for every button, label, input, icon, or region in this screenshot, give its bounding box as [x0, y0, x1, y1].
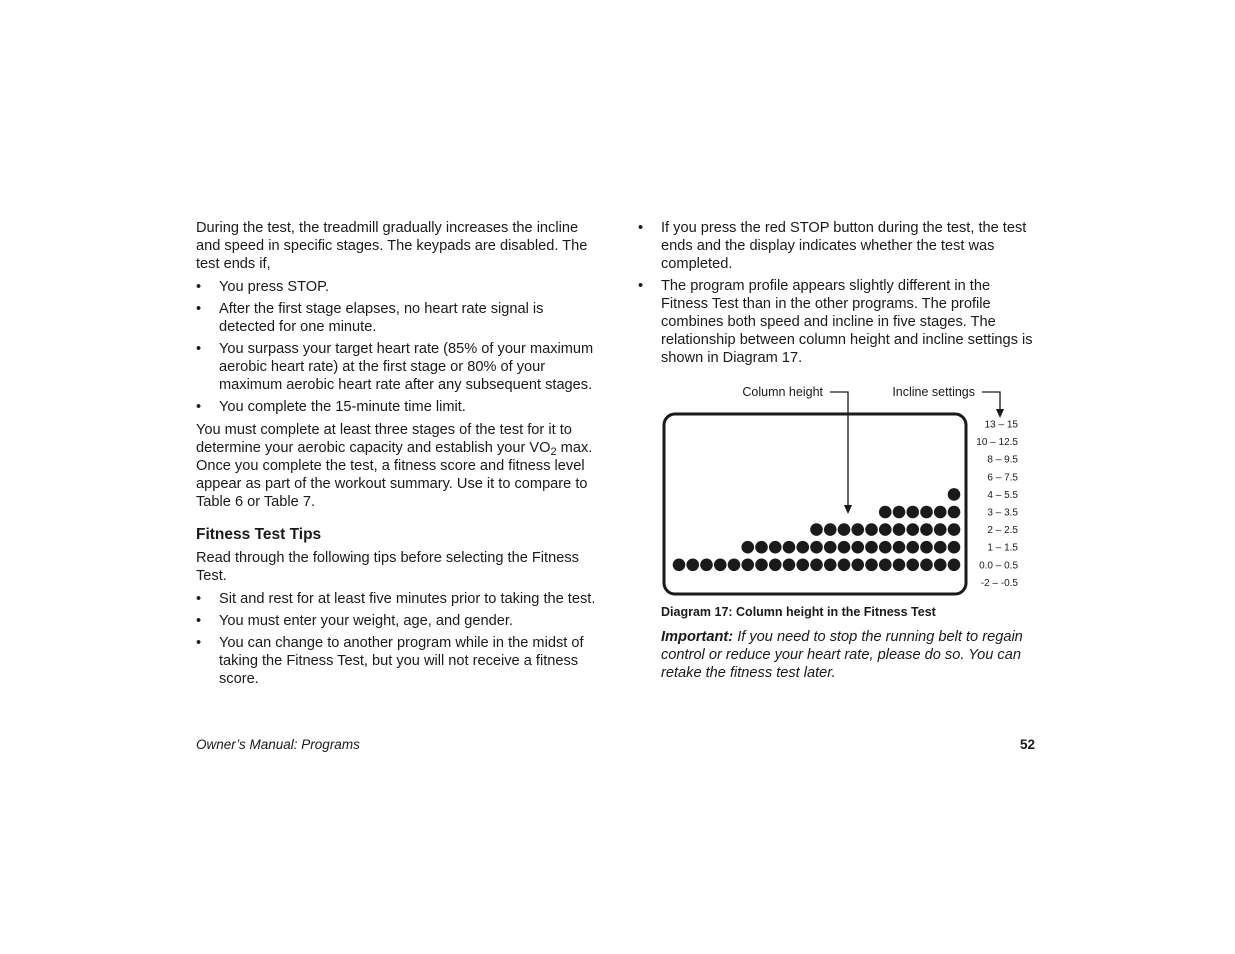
important-note	[661, 628, 1041, 682]
profile-dot	[851, 559, 864, 572]
profile-dot	[741, 541, 754, 554]
end-conditions-list	[196, 278, 601, 416]
tips-intro: Read through the following tips before selecting the Fitness Test.	[196, 550, 579, 584]
profile-dot	[700, 559, 713, 572]
profile-dot	[810, 541, 823, 554]
profile-dot	[893, 541, 906, 554]
profile-dot	[948, 541, 961, 554]
profile-dot	[728, 559, 741, 572]
profile-dot	[879, 506, 892, 519]
profile-dot	[934, 506, 947, 519]
profile-dot	[810, 523, 823, 536]
profile-dot	[948, 506, 961, 519]
list-item: • The program profile appears slightly different in the Fitness Test than in the other programs. The profile combines both speed and incline in five stages. The relationship between column height and incline settings is shown in Diagram 17.	[638, 277, 1038, 367]
diagram-17	[660, 380, 1040, 605]
profile-dot	[838, 541, 851, 554]
profile-dot	[948, 559, 961, 572]
incline-level-labels	[976, 420, 1018, 589]
incline-level-label: 6 – 7.5	[987, 472, 1018, 484]
list-item: • You can change to another program while in the midst of taking the Fitness Test, but you will not receive a fitness score.	[196, 634, 601, 688]
incline-settings-arrowhead	[996, 409, 1004, 418]
profile-dot	[810, 559, 823, 572]
profile-dot	[824, 523, 837, 536]
list-item: • After the first stage elapses, no heart rate signal is detected for one minute.	[196, 300, 601, 336]
profile-dot	[769, 559, 782, 572]
column-height-label: Column height	[742, 385, 823, 399]
profile-dot	[920, 559, 933, 572]
profile-dot	[920, 506, 933, 519]
vo2-subscript: 2	[550, 446, 557, 458]
profile-dot	[906, 559, 919, 572]
incline-level-label: 10 – 12.5	[976, 437, 1018, 449]
column-height-arrowhead	[844, 505, 852, 514]
profile-dot	[741, 559, 754, 572]
profile-dot	[948, 488, 961, 501]
left-column	[196, 219, 601, 693]
profile-dot	[769, 541, 782, 554]
profile-dot	[824, 559, 837, 572]
footer-title: Owner’s Manual: Programs	[196, 737, 360, 752]
profile-dot	[906, 506, 919, 519]
profile-dot	[851, 541, 864, 554]
right-bullets	[638, 219, 1038, 367]
vo2-text-start: You must complete at least three stages of the test for it to determine your aerobic capacity and establish your VO	[196, 422, 572, 456]
list-item: • If you press the red STOP button during the test, the test ends and the display indicates whether the test was completed.	[638, 219, 1038, 273]
profile-dot	[838, 523, 851, 536]
incline-level-label: -2 – -0.5	[980, 577, 1018, 589]
intro-paragraph: During the test, the treadmill gradually increases the incline and speed in specific stages. The keypads are disabled. The test ends if,	[196, 220, 588, 272]
profile-dot	[879, 559, 892, 572]
profile-dot	[920, 523, 933, 536]
list-item: • You press STOP.	[196, 278, 601, 296]
list-item: • Sit and rest for at least five minutes prior to taking the test.	[196, 590, 601, 608]
incline-level-label: 1 – 1.5	[987, 542, 1018, 554]
profile-dots	[673, 488, 961, 571]
profile-dot	[893, 559, 906, 572]
profile-dot	[879, 523, 892, 536]
profile-dot	[934, 559, 947, 572]
profile-dot	[673, 559, 686, 572]
profile-dot	[796, 541, 809, 554]
tips-heading: Fitness Test Tips	[196, 526, 322, 543]
incline-level-label: 8 – 9.5	[987, 454, 1018, 466]
important-text: If you need to stop the running belt to regain control or reduce your heart rate, please do so. You can retake the fitness test later.	[661, 629, 1023, 681]
profile-dot	[906, 523, 919, 536]
tips-list	[196, 590, 601, 688]
vo2-paragraph	[196, 421, 601, 511]
incline-level-label: 0.0 – 0.5	[979, 560, 1018, 572]
profile-dot	[920, 541, 933, 554]
profile-dot	[893, 506, 906, 519]
profile-dot	[893, 523, 906, 536]
profile-dot	[865, 559, 878, 572]
profile-dot	[686, 559, 699, 572]
diagram-svg	[660, 380, 1040, 605]
profile-dot	[948, 523, 961, 536]
vo2-text-end: max. Once you complete the test, a fitness score and fitness level appear as part of the workout summary. Use it to compare to Table 6 or Table 7.	[196, 440, 593, 510]
profile-dot	[934, 541, 947, 554]
incline-level-label: 13 – 15	[984, 419, 1018, 431]
list-item: • You complete the 15-minute time limit.	[196, 398, 601, 416]
incline-settings-label: Incline settings	[892, 385, 975, 399]
profile-dot	[838, 559, 851, 572]
incline-level-label: 2 – 2.5	[987, 525, 1018, 537]
profile-dot	[714, 559, 727, 572]
profile-dot	[879, 541, 892, 554]
column-height-arrow	[830, 392, 848, 506]
right-column	[638, 219, 1038, 372]
profile-dot	[906, 541, 919, 554]
list-item: • You surpass your target heart rate (85% of your maximum aerobic heart rate) at the first stage or 80% of your maximum aerobic heart rate after any subsequent stages.	[196, 340, 601, 394]
page-number: 52	[1020, 737, 1036, 752]
profile-dot	[865, 541, 878, 554]
incline-settings-arrow	[982, 392, 1000, 410]
profile-dot	[851, 523, 864, 536]
incline-level-label: 4 – 5.5	[987, 489, 1018, 501]
profile-dot	[755, 559, 768, 572]
profile-dot	[865, 523, 878, 536]
profile-dot	[755, 541, 768, 554]
profile-dot	[824, 541, 837, 554]
incline-level-label: 3 – 3.5	[987, 507, 1018, 519]
list-item: • You must enter your weight, age, and gender.	[196, 612, 601, 630]
profile-dot	[783, 541, 796, 554]
diagram-caption: Diagram 17: Column height in the Fitness Test	[661, 605, 936, 619]
profile-dot	[783, 559, 796, 572]
profile-dot	[934, 523, 947, 536]
important-label: Important:	[661, 629, 734, 645]
profile-dot	[796, 559, 809, 572]
